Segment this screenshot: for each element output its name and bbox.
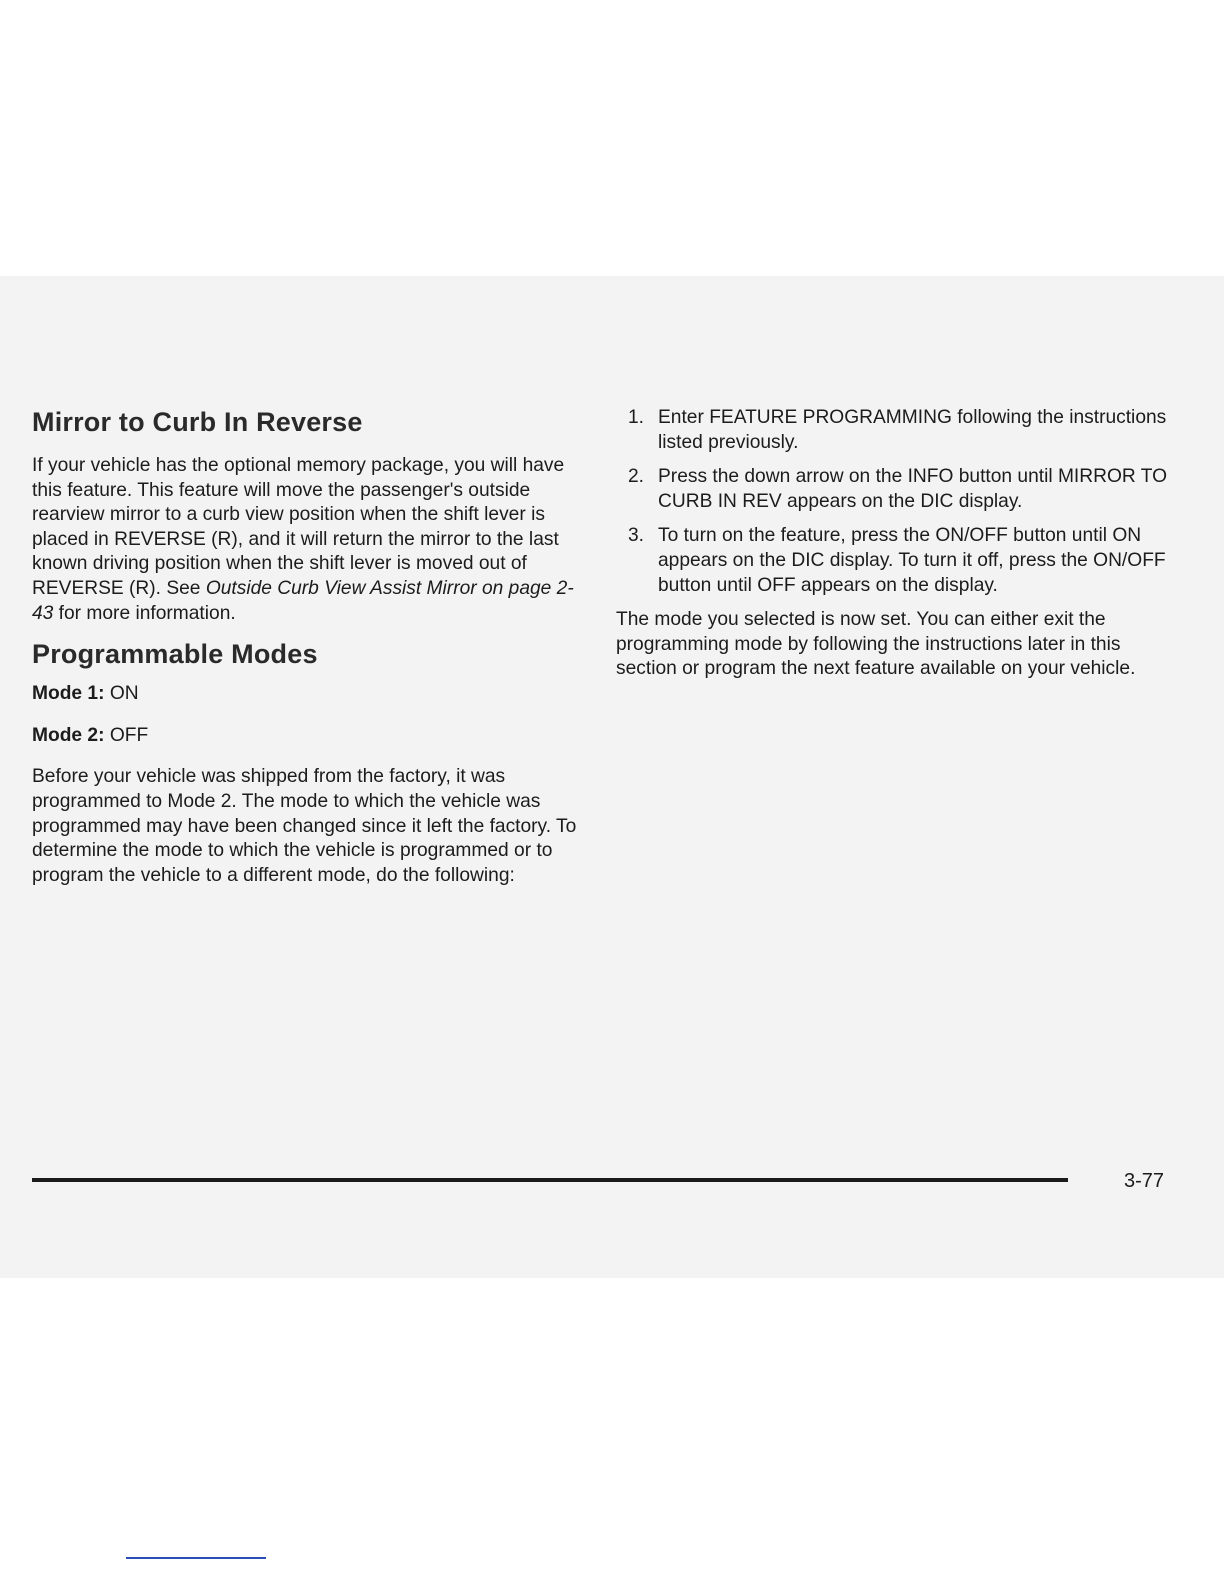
step-2 [616, 465, 1176, 514]
mode-1-label: Mode 1: [32, 683, 105, 705]
mirror-description-text: If your vehicle has the optional memory package, you will have this feature. This feature will move the passenger's outside rearview mirror to a curb view position when the shift lever is placed in REVERSE (R), and it will return the mirror to the last known driving position when the shift lever is moved out of REVERSE (R). See [32, 455, 565, 599]
mode-1-line [32, 682, 580, 707]
step-1-text: Enter FEATURE PROGRAMMING following the instructions listed previously. [658, 407, 1167, 453]
step-2-text: Press the down arrow on the INFO button until MIRROR TO CURB IN REV appears on the DIC display. [658, 466, 1168, 512]
cross-reference-link[interactable]: Outside Curb View Assist Mirror on page 2-43 [32, 577, 574, 624]
step-3-text: To turn on the feature, press the ON/OFF button until ON appears on the DIC display. To turn it off, press the ON/OFF button until OFF appears on the display. [658, 525, 1166, 596]
mode-2-label: Mode 2: [32, 724, 105, 746]
step-2-number: 2. [628, 466, 645, 488]
step-1-number: 1. [628, 407, 645, 428]
factory-mode-description: Before your vehicle was shipped from the factory, it was programmed to Mode 2. The mode to which the vehicle was programmed may have been changed since it left the factory. To determine the mode to which the vehicle is programmed or to program the vehicle to a different mode, do the following: [32, 766, 577, 886]
left-column [32, 404, 580, 888]
step-3-number: 3. [628, 525, 645, 547]
mode-1-value: ON [109, 683, 139, 705]
section-title-programmable-modes: Programmable Modes [32, 639, 318, 670]
right-column [616, 406, 1176, 682]
step-3 [616, 524, 1176, 598]
mirror-description [32, 454, 580, 626]
footer-divider [32, 1178, 1068, 1182]
mode-2-value: OFF [109, 724, 149, 746]
programming-steps [616, 406, 1176, 598]
page-number: 3-77 [1124, 1170, 1165, 1192]
section-title-mirror-to-curb: Mirror to Curb In Reverse [32, 407, 363, 437]
bottom-link-underline [126, 1557, 266, 1559]
closing-paragraph: The mode you selected is now set. You can either exit the programming mode by following the instructions later in this section or program the next feature available on your vehicle. [616, 609, 1136, 680]
step-1 [616, 406, 1176, 455]
mode-2-line [32, 724, 580, 749]
mirror-description-tail: for more information. [53, 602, 236, 624]
